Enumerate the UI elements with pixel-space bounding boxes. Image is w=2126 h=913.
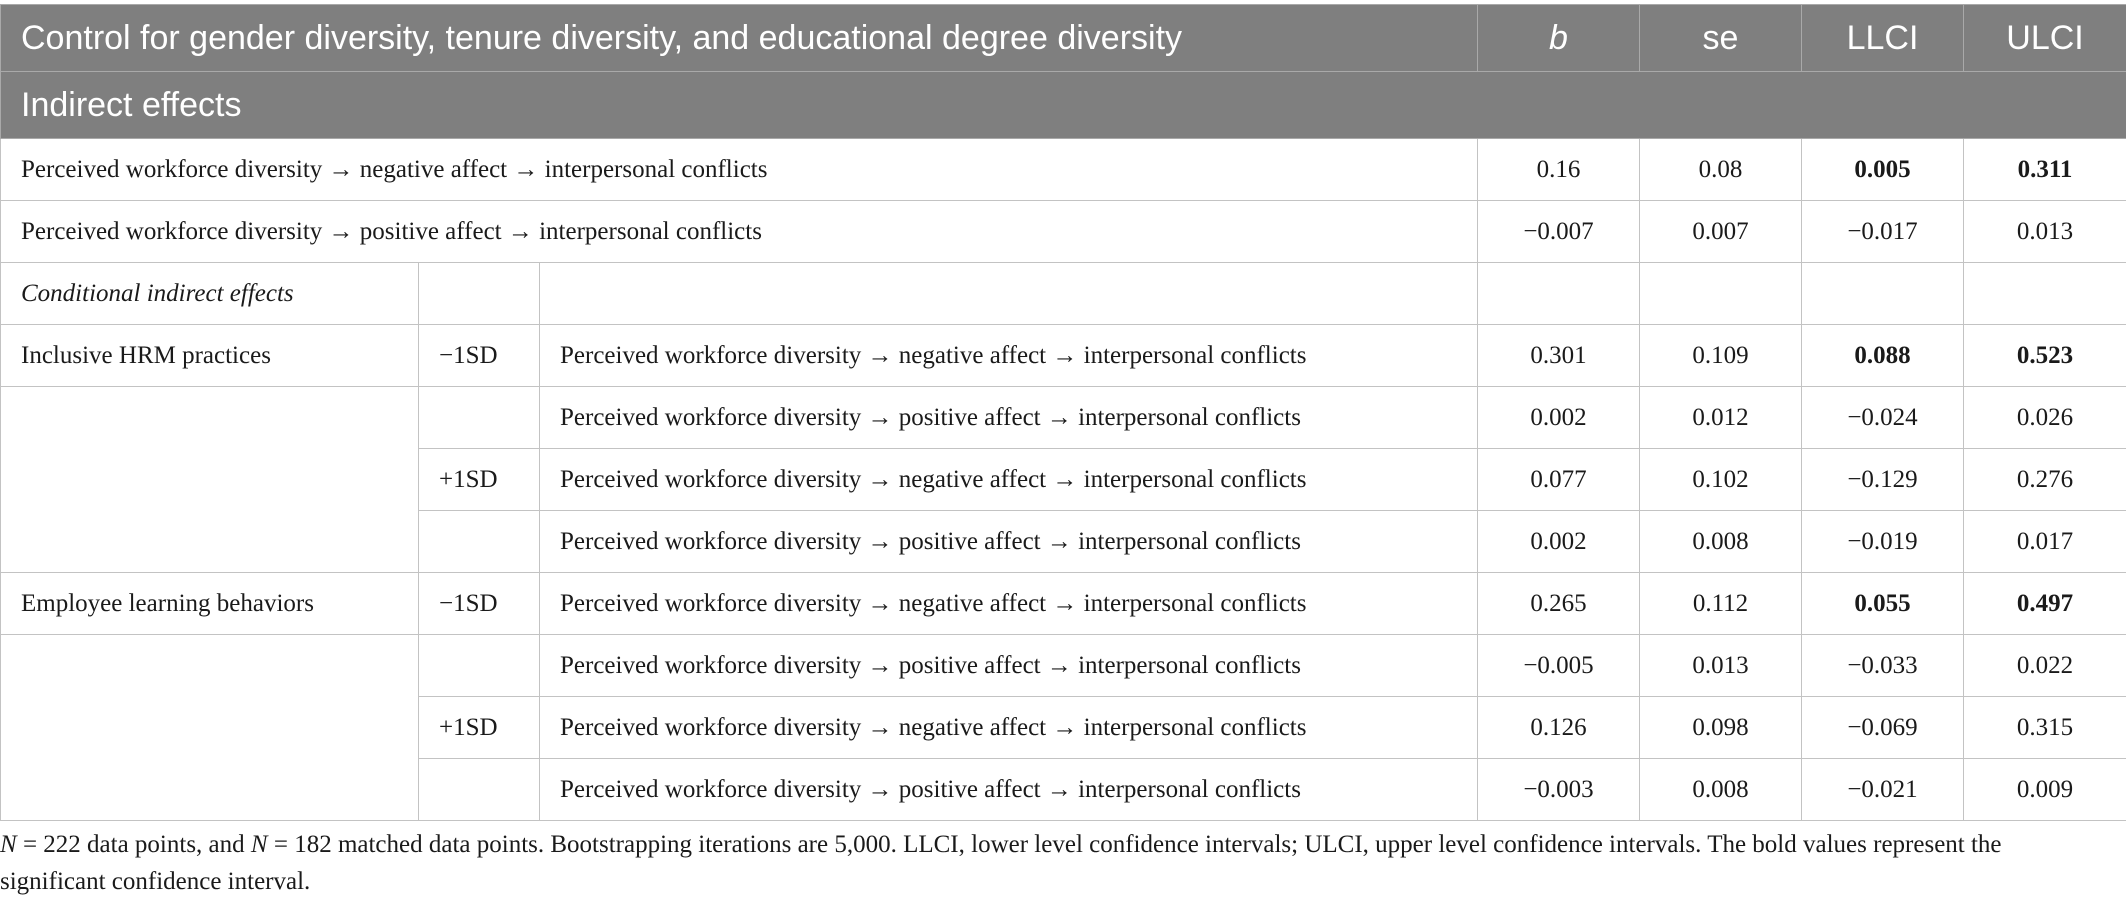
cell-llci: −0.033 bbox=[1802, 635, 1964, 697]
empty-cell bbox=[540, 263, 1478, 325]
header-se: se bbox=[1640, 5, 1802, 72]
table-row bbox=[1, 201, 2126, 263]
table-footnote bbox=[0, 826, 2110, 900]
level-label: −1SD bbox=[419, 573, 540, 635]
path-label: Perceived workforce diversity → positive affect → interpersonal conflicts bbox=[540, 387, 1478, 449]
cell-llci: 0.088 bbox=[1802, 325, 1964, 387]
cell-ulci: 0.523 bbox=[1964, 325, 2126, 387]
header-title: Control for gender diversity, tenure diversity, and educational degree diversity bbox=[1, 5, 1478, 72]
cell-b: 0.002 bbox=[1478, 387, 1640, 449]
cell-ulci: 0.315 bbox=[1964, 697, 2126, 759]
cell-b: 0.16 bbox=[1478, 139, 1640, 201]
cell-b: −0.003 bbox=[1478, 759, 1640, 821]
level-label: +1SD bbox=[419, 697, 540, 759]
empty-cell bbox=[1802, 263, 1964, 325]
table-row bbox=[1, 139, 2126, 201]
path-label: Perceived workforce diversity → positive affect → interpersonal conflicts bbox=[540, 759, 1478, 821]
path-label: Perceived workforce diversity → negative affect → interpersonal conflicts bbox=[540, 449, 1478, 511]
header-row bbox=[1, 5, 2126, 72]
empty-cell bbox=[419, 263, 540, 325]
path-label: Perceived workforce diversity → negative affect → interpersonal conflicts bbox=[540, 697, 1478, 759]
header-b: b bbox=[1478, 5, 1640, 72]
empty-cell bbox=[1964, 263, 2126, 325]
note-n2: N bbox=[250, 831, 268, 858]
level-label: +1SD bbox=[419, 449, 540, 511]
cell-llci: −0.017 bbox=[1802, 201, 1964, 263]
empty-cell bbox=[1640, 263, 1802, 325]
level-label: −1SD bbox=[419, 325, 540, 387]
cell-b: −0.007 bbox=[1478, 201, 1640, 263]
cell-ulci: 0.022 bbox=[1964, 635, 2126, 697]
cell-b: 0.077 bbox=[1478, 449, 1640, 511]
cell-se: 0.013 bbox=[1640, 635, 1802, 697]
path-label: Perceived workforce diversity → negative affect → interpersonal conflicts bbox=[540, 573, 1478, 635]
row-label: Perceived workforce diversity → negative affect → interpersonal conflicts bbox=[1, 139, 1478, 201]
cell-se: 0.109 bbox=[1640, 325, 1802, 387]
conditional-label: Conditional indirect effects bbox=[1, 263, 419, 325]
cell-se: 0.102 bbox=[1640, 449, 1802, 511]
table-row bbox=[1, 325, 2126, 387]
section-title-indirect: Indirect effects bbox=[1, 72, 2126, 139]
cell-se: 0.008 bbox=[1640, 759, 1802, 821]
cell-se: 0.08 bbox=[1640, 139, 1802, 201]
section-row-indirect bbox=[1, 72, 2126, 139]
cell-llci: −0.069 bbox=[1802, 697, 1964, 759]
note-text-1: = 222 data points, and bbox=[16, 831, 251, 858]
cell-b: 0.126 bbox=[1478, 697, 1640, 759]
results-table bbox=[0, 4, 2126, 821]
level-label bbox=[419, 511, 540, 573]
cell-ulci: 0.311 bbox=[1964, 139, 2126, 201]
moderator-blank bbox=[1, 387, 419, 573]
moderator-label: Inclusive HRM practices bbox=[1, 325, 419, 387]
moderator-blank bbox=[1, 635, 419, 821]
path-label: Perceived workforce diversity → positive affect → interpersonal conflicts bbox=[540, 635, 1478, 697]
moderator-label: Employee learning behaviors bbox=[1, 573, 419, 635]
cell-ulci: 0.017 bbox=[1964, 511, 2126, 573]
cell-se: 0.098 bbox=[1640, 697, 1802, 759]
cell-se: 0.012 bbox=[1640, 387, 1802, 449]
cell-b: −0.005 bbox=[1478, 635, 1640, 697]
cell-llci: −0.021 bbox=[1802, 759, 1964, 821]
cell-b: 0.301 bbox=[1478, 325, 1640, 387]
cell-se: 0.007 bbox=[1640, 201, 1802, 263]
cell-llci: 0.005 bbox=[1802, 139, 1964, 201]
cell-llci: −0.129 bbox=[1802, 449, 1964, 511]
note-text-2: = 182 matched data points. Bootstrapping iterations are 5,000. LLCI, lower level confidence intervals; ULCI, upper level confidence intervals. The bold values represent the significant confidence interval. bbox=[0, 831, 2002, 895]
path-label: Perceived workforce diversity → negative affect → interpersonal conflicts bbox=[540, 325, 1478, 387]
cell-ulci: 0.497 bbox=[1964, 573, 2126, 635]
cell-se: 0.112 bbox=[1640, 573, 1802, 635]
cell-llci: −0.024 bbox=[1802, 387, 1964, 449]
path-label: Perceived workforce diversity → positive affect → interpersonal conflicts bbox=[540, 511, 1478, 573]
note-n1: N bbox=[0, 831, 17, 858]
table-row bbox=[1, 635, 2126, 697]
cell-b: 0.265 bbox=[1478, 573, 1640, 635]
cell-b: 0.002 bbox=[1478, 511, 1640, 573]
cell-ulci: 0.013 bbox=[1964, 201, 2126, 263]
table-row bbox=[1, 573, 2126, 635]
level-label bbox=[419, 635, 540, 697]
empty-cell bbox=[1478, 263, 1640, 325]
cell-ulci: 0.026 bbox=[1964, 387, 2126, 449]
conditional-header-row bbox=[1, 263, 2126, 325]
header-ulci: ULCI bbox=[1964, 5, 2126, 72]
level-label bbox=[419, 387, 540, 449]
cell-ulci: 0.276 bbox=[1964, 449, 2126, 511]
cell-llci: 0.055 bbox=[1802, 573, 1964, 635]
cell-ulci: 0.009 bbox=[1964, 759, 2126, 821]
table-row bbox=[1, 387, 2126, 449]
row-label: Perceived workforce diversity → positive affect → interpersonal conflicts bbox=[1, 201, 1478, 263]
level-label bbox=[419, 759, 540, 821]
cell-se: 0.008 bbox=[1640, 511, 1802, 573]
cell-llci: −0.019 bbox=[1802, 511, 1964, 573]
header-llci: LLCI bbox=[1802, 5, 1964, 72]
